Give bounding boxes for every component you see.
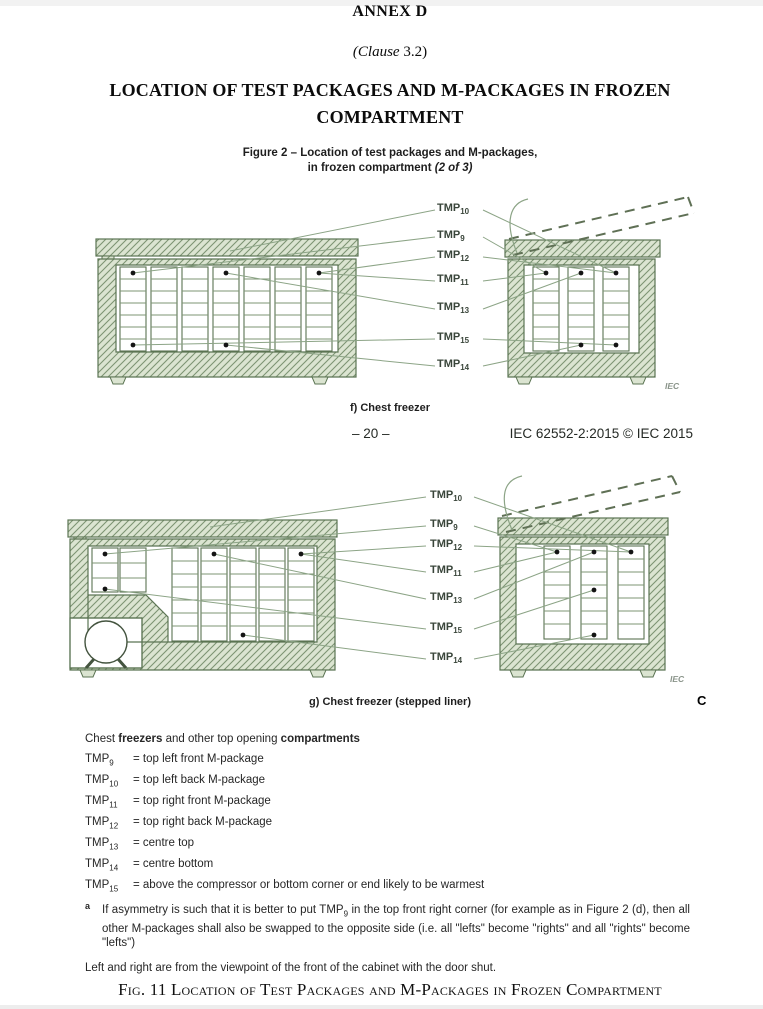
legend-entry-tmp9: $TMP_9$ = top left front M-package	[85, 753, 264, 768]
tmp-label-14: $TMP_{14}$	[430, 651, 463, 666]
footnote-a	[85, 903, 697, 951]
iec-copyright-mark: IEC	[665, 381, 680, 391]
tmp-label-13: $TMP_{13}$	[437, 301, 470, 316]
figure-f-chest-freezer-diagram	[80, 195, 700, 400]
chest-freezer-diagram-svg	[80, 195, 700, 400]
tmp-label-10: $TMP_{10}$	[437, 202, 470, 217]
figure2-caption-pages: (2 of 3)	[434, 162, 473, 174]
figure-g-stepped-liner-diagram	[60, 470, 700, 685]
tmp-label-11: $TMP_{11}$	[437, 273, 469, 288]
tmp-label-12: $TMP_{12}$	[437, 249, 470, 264]
tmp-label-15: $TMP_{15}$	[437, 331, 470, 346]
tmp-label-14: $TMP_{14}$	[437, 358, 470, 373]
tmp-label-10: $TMP_{10}$	[430, 489, 463, 504]
tmp-label-9: $TMP_9$	[437, 229, 465, 244]
clause-number: 3.2)	[399, 44, 428, 60]
legend-block	[85, 731, 697, 975]
viewpoint-note: Left and right are from the viewpoint of the front of the cabinet with the door shut.	[85, 961, 497, 974]
iec-copyright-mark: IEC	[670, 674, 685, 684]
document-reference: IEC 62552-2:2015 © IEC 2015	[509, 426, 693, 441]
tmp-label-11: $TMP_{11}$	[430, 564, 462, 579]
stepped-liner-diagram-svg	[60, 470, 700, 685]
figure-11-caption: Fig. 11 Location of Test Packages and M-Packages in Frozen Compartment	[118, 980, 662, 999]
footnote-marker: a	[85, 901, 91, 911]
tmp-label-12: $TMP_{12}$	[430, 538, 463, 553]
legend-entry-tmp14: $TMP_{14}$ = centre bottom	[85, 858, 214, 873]
page-number: – 20 –	[352, 426, 390, 441]
figure2-caption-line1: Figure 2 – Location of test packages and M-packages,	[242, 147, 538, 159]
caption-figure-f: f) Chest freezer	[349, 402, 431, 414]
legend-entry-tmp12: $TMP_{12}$ = top right back M-package	[85, 816, 273, 831]
caption-figure-g: g) Chest freezer (stepped liner)	[309, 696, 471, 708]
legend-entry-tmp13: $TMP_{13}$ = centre top	[85, 837, 195, 852]
main-title-line2: COMPARTMENT	[316, 107, 464, 127]
annex-title: ANNEX D	[352, 3, 428, 20]
legend-entry-tmp15: $TMP_{15}$ = above the compressor or bottom corner or end likely to be warmest	[85, 879, 485, 894]
page-bottom-edge	[0, 1005, 763, 1009]
legend-entry-tmp11: $TMP_{11}$ = top right front M-package	[85, 795, 271, 810]
tmp-label-13: $TMP_{13}$	[430, 591, 463, 606]
legend-heading: Chest freezers and other top opening compartments	[85, 733, 360, 745]
figure2-caption-line2: in frozen compartment (2 of 3)	[307, 162, 473, 174]
clause-reference	[40, 44, 740, 61]
main-title-line1: LOCATION OF TEST PACKAGES AND M-PACKAGES IN FROZEN	[109, 80, 671, 100]
footnote-text: If asymmetry is such that it is better to put $TMP_9$ in the top front right corner (for example as in Figure 2 (d), then all other M-packages shall also be swapped to the opposite side (i.e. all "lefts" become "rights" and all "rights" become "lefts")	[102, 904, 690, 950]
margin-letter-c: C	[697, 693, 707, 708]
clause-word: (Clause	[352, 44, 400, 60]
legend-entry-tmp10: $TMP_{10}$ = top left back M-package	[85, 774, 266, 789]
tmp-label-15: $TMP_{15}$	[430, 621, 463, 636]
tmp-label-9: $TMP_9$	[430, 518, 458, 533]
